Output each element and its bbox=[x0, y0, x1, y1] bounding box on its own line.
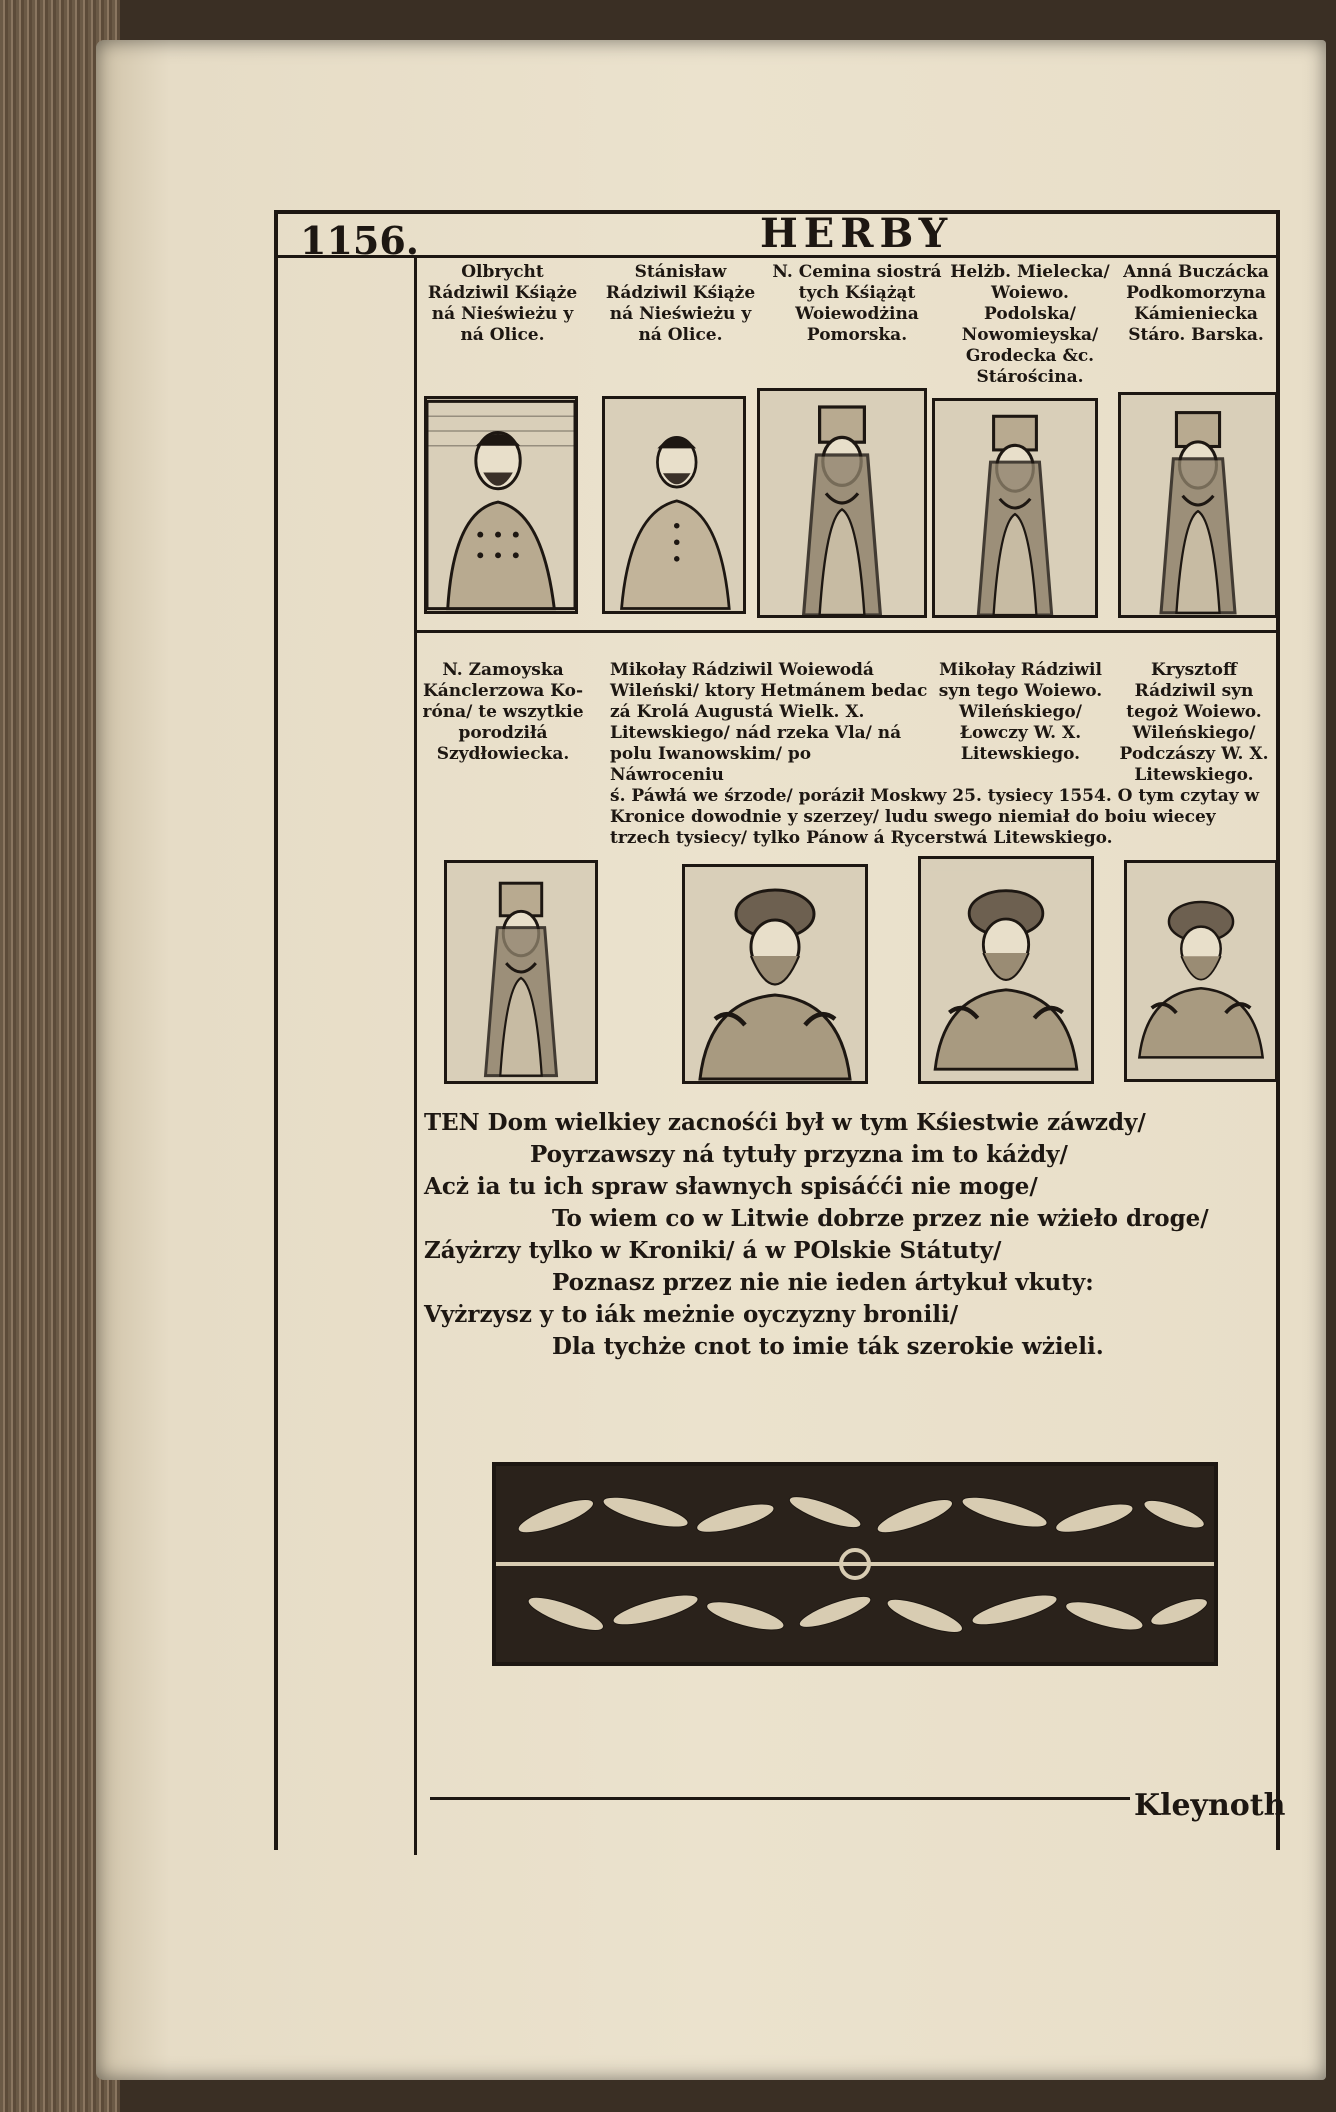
caption-row1-4: Helżb. Mielecka/ Woiewo. Podolska/ Nowomieyska/ Grodecka &c. Stárościna. bbox=[950, 262, 1110, 387]
catchword: Kleynoth bbox=[1134, 1788, 1286, 1823]
caption-row1-1: Olbrycht Rádziwil Kśiąże ná Nieświeżu y ná Olice. bbox=[427, 262, 578, 345]
running-head: HERBY bbox=[760, 210, 954, 257]
page-number: 1156. bbox=[300, 218, 419, 263]
inner-left-rule bbox=[414, 255, 417, 1855]
caption-row1-3: N. Cemina siostrá tych Kśiążąt Woiewodżina Pomorska. bbox=[772, 262, 942, 345]
mid-rule bbox=[414, 630, 1280, 633]
bottom-rule bbox=[430, 1797, 1130, 1800]
poem-line-4: To wiem co w Litwie dobrze przez nie wżieło droge/ bbox=[552, 1205, 1209, 1232]
woman-icon bbox=[757, 388, 927, 618]
floral-ornament-icon bbox=[492, 1462, 1218, 1666]
caption-row2-3: Mikołay Rádziwil syn tego Woiewo. Wileńskiego/ Łowczy W. X. Litewskiego. bbox=[938, 660, 1103, 764]
poem-line-2: Poyrzawszy ná tytuły przyzna im to káżdy/ bbox=[530, 1141, 1068, 1168]
poem-line-7: Vyżrzysz y to iák meżnie oyczyzny bronili/ bbox=[424, 1301, 959, 1328]
caption-row2-2: Mikołay Rádziwil Woiewodá Wileński/ ktory Hetmánem bedac zá Krolá Augustá Wielk. X. Litewskiego/ nád rzeka Vla/ ná polu Iwanowskim/ po Náwroceniu bbox=[610, 660, 928, 785]
left-rule bbox=[274, 210, 278, 1850]
poem-line-1: TEN Dom wielkiey zacnośći był w tym Kśiestwie záwzdy/ bbox=[424, 1109, 1146, 1136]
woman-icon bbox=[932, 398, 1098, 618]
caption-row2-1: N. Zamoyska Kánclerzowa Koróna/ te wszytkie porodziłá Szydłowiecka. bbox=[422, 660, 584, 764]
caption-row1-5: Anná Buczácka Podkomorzyna Kámieniecka Stáro. Barska. bbox=[1123, 262, 1269, 345]
caption-row2-4: Krysztoff Rádziwil syn tegoż Woiewo. Wileńskiego/ Podczászy W. X. Litewskiego. bbox=[1119, 660, 1269, 785]
poem-line-3: Acż ia tu ich spraw sławnych spisáćći nie moge/ bbox=[424, 1173, 1038, 1200]
woman-icon bbox=[444, 860, 598, 1084]
poem-line-8: Dla tychże cnot to imie ták szerokie wżieli. bbox=[552, 1333, 1104, 1360]
caption-row1-2: Stánisław Rádziwil Kśiąże ná Nieświeżu y ná Olice. bbox=[605, 262, 756, 345]
poem-line-6: Poznasz przez nie nie ieden ártykuł vkuty: bbox=[552, 1269, 1094, 1296]
man-icon bbox=[424, 396, 578, 614]
nobleman-fur-icon bbox=[1124, 860, 1278, 1082]
man-icon bbox=[602, 396, 746, 614]
woman-icon bbox=[1118, 392, 1278, 618]
nobleman-fur-icon bbox=[918, 856, 1094, 1084]
poem-line-5: Záyżrzy tylko w Kroniki/ á w POlskie Státuty/ bbox=[424, 1237, 1002, 1264]
note-text: ś. Páwłá we śrzode/ poráził Moskwy 25. tysiecy 1554. O tym czytay w Kronice dowodnie y szerzey/ ludu swego niemiał do boiu wiecey trzech tysiecy/ tylko Pánow á Rycerstwá Litewskiego. bbox=[610, 786, 1260, 848]
nobleman-fur-icon bbox=[682, 864, 868, 1084]
